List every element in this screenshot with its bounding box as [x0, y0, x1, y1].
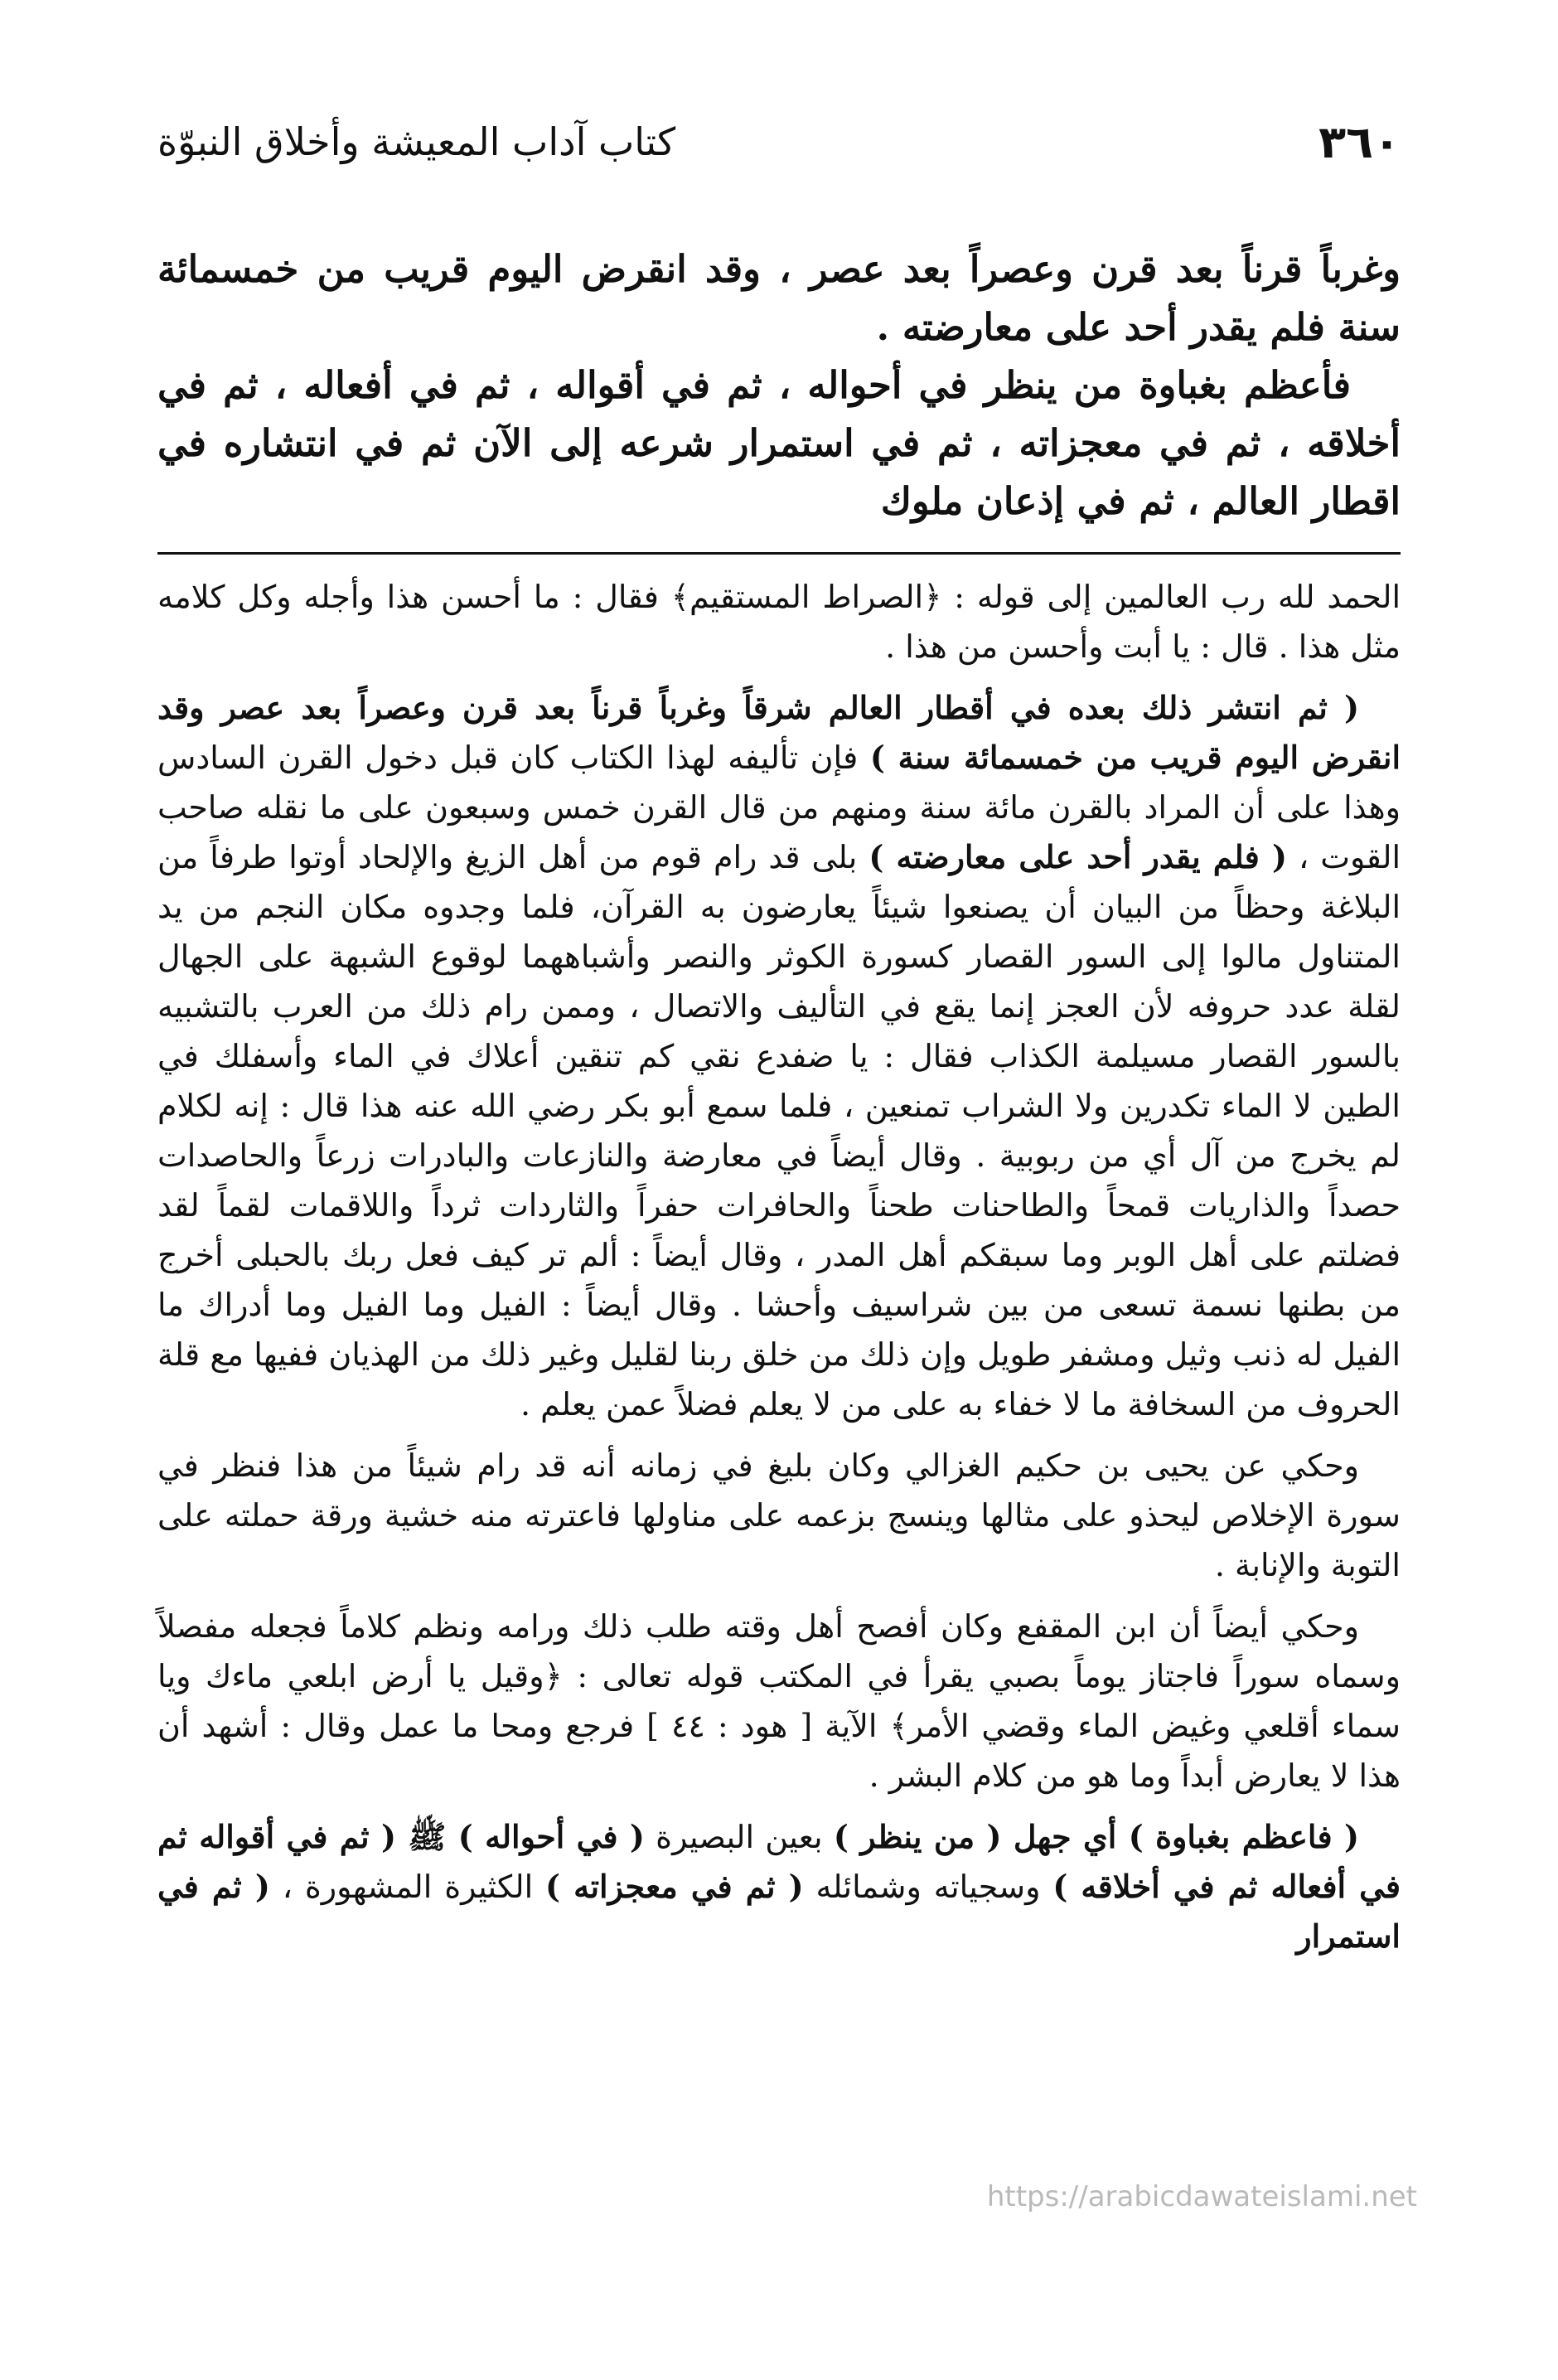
commentary-paragraph: [157, 1812, 1401, 1961]
running-title: كتاب آداب المعيشة وأخلاق النبوّة: [157, 119, 676, 164]
quoted-matn-text: ( فاعظم بغباوة ) أي جهل ( من ينظر ): [833, 1818, 1360, 1855]
commentary-section: [157, 572, 1401, 1973]
commentary-paragraph: [157, 683, 1401, 1429]
commentary-text: وحكي عن يحيى بن حكيم الغزالي وكان بليغ في زمانه أنه قد رام شيئاً من هذا فنظر في سورة الإخلاص ليحذو على مثالها وينسج بزعمه على مناولها فاعترته منه خشية ورقة حملته على التوبة والإنابة .: [157, 1447, 1401, 1583]
commentary-paragraph: [157, 1602, 1401, 1801]
main-text: [157, 240, 1401, 531]
commentary-text: بلى قد رام قوم من أهل الزيغ والإلحاد أوتوا طرفاً من البلاغة وحظاً من البيان أن يصنعوا شيئاً يعارضون به القرآن، فلما وجدوه مكان النجم من يد المتناول مالوا إلى السور القصار كسورة الكوثر والنصر وأشباههما لوقوع الشبهة على الجهال لقلة عدد حروفه لأن العجز إنما يقع في التأليف والاتصال ، وممن رام ذلك من العرب بالتشبيه بالسور القصار مسيلمة الكذاب فقال : يا ضفدع نقي كم تنقين أعلاك في الماء وأسفلك في الطين لا الماء تكدرين ولا الشراب تمنعين ، فلما سمع أبو بكر رضي الله عنه هذا قال : إنه لكلام لم يخرج من آل أي من ربوبية . وقال أيضاً في معارضة والنازعات والبادرات زرعاً والحاصدات حصداً والذاريات قمحاً والطاحنات طحناً والحافرات حفراً والثاردات ثرداً واللاقمات لقماً لقد فضلتم على أهل الوبر وما سبقكم أهل المدر ، وقال أيضاً : ألم تر كيف فعل ربك بالحبلى أخرج من بطنها نسمة تسعى من بين شراسيف وأحشا . وقال أيضاً : الفيل وما الفيل وما أدراك ما الفيل له ذنب وثيل ومشفر طويل وإن ذلك من خلق ربنا لقليل وغير ذلك من الهذيان ففيها مع قلة الحروف من السخافة ما لا خفاء به على من لا يعلم فضلاً عمن يعلم .: [157, 839, 1401, 1423]
commentary-paragraph: [157, 572, 1401, 671]
commentary-text: الكثيرة المشهورة ،: [269, 1869, 546, 1905]
commentary-text: وسجياته وشمائله: [803, 1869, 1053, 1905]
commentary-paragraph: [157, 1441, 1401, 1590]
main-paragraph: فأعظم بغباوة من ينظر في أحواله ، ثم في أقواله ، ثم في أفعاله ، ثم في أخلاقه ، ثم في معجزاته ، ثم في استمرار شرعه إلى الآن ثم في انتشاره في اقطار العالم ، ثم في إذعان ملوك: [157, 363, 1401, 523]
commentary-text: وحكي أيضاً أن ابن المقفع وكان أفصح أهل وقته طلب ذلك ورامه ونظم كلاماً فجعله مفصلاً وسماه سوراً فاجتاز يوماً بصبي يقرأ في المكتب قوله تعالى : ﴿وقيل يا أرض ابلعي ماءك ويا سماء أقلعي وغيض الماء وقضي الأمر﴾ الآية [ هود : ٤٤ ] فرجع ومحا ما عمل وقال : أشهد أن هذا لا يعارض أبداً وما هو من كلام البشر .: [157, 1608, 1401, 1794]
page-number: ٣٦٠: [1318, 116, 1401, 168]
main-paragraph: وغرباً قرناً بعد قرن وعصراً بعد عصر ، وقد انقرض اليوم قريب من خمسمائة سنة فلم يقدر أحد على معارضته .: [157, 247, 1401, 349]
footnote-divider: [157, 552, 1401, 555]
commentary-text: فإن تأليفه لهذا الكتاب كان قبل دخول القرن السادس وهذا على أن المراد بالقرن مائة سنة ومنهم من قال القرن خمس وسبعون على ما نقله صاحب القوت ،: [157, 739, 1401, 875]
quoted-matn-text: ( في أحواله ) ﷺ ( ثم في أقواله ثم في أفعاله ثم في أخلاقه ): [157, 1818, 1401, 1905]
quoted-matn-text: ( ثم انتشر ذلك بعده في أقطار العالم شرقاً وغرباً قرناً بعد قرن وعصراً بعد عصر وقد انقرض اليوم قريب من خمسمائة سنة ): [157, 689, 1401, 776]
commentary-text: الحمد لله رب العالمين إلى قوله : ﴿الصراط المستقيم﴾ فقال : ما أحسن هذا وأجله وكل كلامه مثل هذا . قال : يا أبت وأحسن من هذا .: [157, 579, 1401, 665]
page-header: [157, 116, 1401, 182]
quoted-matn-text: ( ثم في معجزاته ): [545, 1868, 804, 1905]
quoted-matn-text: ( فلم يقدر أحد على معارضته ): [869, 838, 1287, 875]
watermark-url: https://arabicdawateislami.net: [986, 2180, 1417, 2213]
commentary-text: بعين البصيرة: [644, 1819, 834, 1855]
quoted-matn-text: ( ثم في استمرار: [157, 1868, 1401, 1955]
